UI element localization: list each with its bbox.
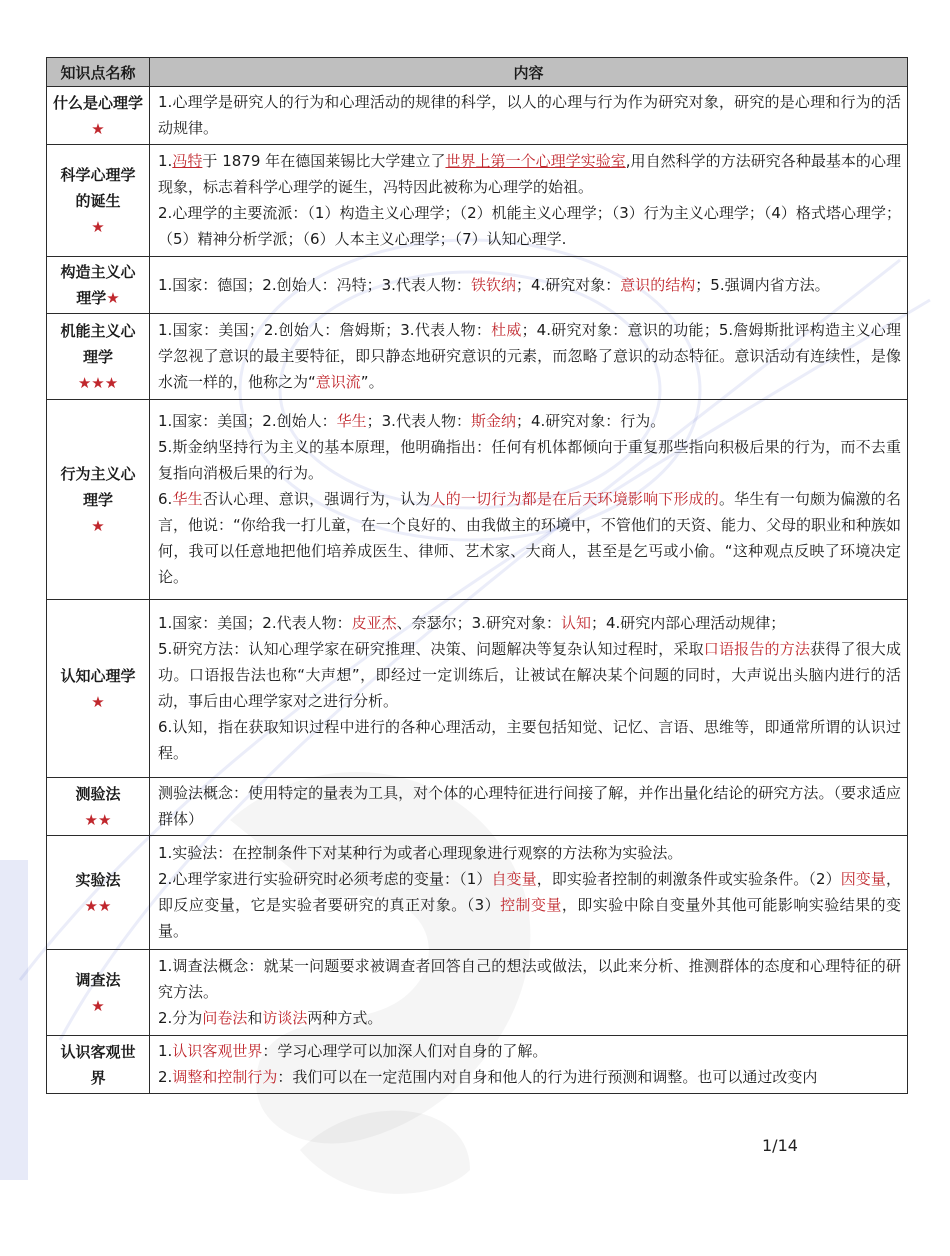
text-run: ：学习心理学可以加深人们对自身的了解。 [262, 1042, 548, 1060]
text-run: 1.国家：美国；2.创始人：詹姆斯；3.代表人物： [158, 321, 492, 339]
content-paragraph [158, 272, 901, 298]
content-cell [150, 836, 908, 950]
highlight-text: 斯金纳 [470, 412, 516, 430]
topic-name: 科学心理学的诞生 [60, 165, 136, 210]
topic-name-cell [47, 950, 150, 1036]
text-run: ；4.研究对象： [515, 275, 621, 294]
content-cell [150, 950, 908, 1036]
table-row [47, 257, 908, 314]
topic-name-cell [47, 836, 150, 950]
highlight-text: 调整和控制行为 [172, 1068, 278, 1086]
text-run: 。华生有一句颇为偏激的名言，他说：“你给我一打儿童，在一个良好的、由我做主的环境中，不管他们的天资、能力、父母的职业和种族如何，我可以任意地把他们培养成医生、律师、艺术家、大商人，甚至是乞丐或小偷。“这种观点反映了环境决定论。 [158, 490, 901, 586]
page-number: 1/14 [762, 1136, 798, 1155]
topic-name: 行为主义心理学 [60, 464, 136, 509]
text-run: 于 1879 年在德国莱锡比大学建立了 [202, 152, 446, 170]
content-paragraph [158, 1038, 901, 1064]
text-run: ；4.研究内部心理活动规律； [590, 614, 786, 632]
highlight-text: 杜威 [491, 321, 522, 339]
highlight-text: 铁钦纳 [470, 275, 516, 294]
text-run: 1. [158, 1042, 173, 1060]
content-paragraph [158, 610, 901, 636]
text-run: ；5.强调内省方法。 [695, 275, 830, 294]
text-run: 获得了很大成功。口语报告法也称“大声想”，即经过一定训练后，让被试在解决某个问题的同时，大声说出头脑内进行的活动，事后由心理学家对之进行分析。 [158, 640, 901, 710]
content-paragraph [158, 636, 901, 714]
text-run: 1.心理学是研究人的行为和心理活动的规律的科学，以人的心理与行为作为研究对象，研究的是心理和行为的活动规律。 [158, 93, 901, 137]
highlight-text: 认识客观世界 [172, 1042, 263, 1060]
topic-name: 测验法 [75, 784, 121, 803]
table-row [47, 1036, 908, 1094]
rating-stars: ★ [106, 289, 120, 307]
content-cell [150, 314, 908, 400]
table-row [47, 836, 908, 950]
content-cell [150, 145, 908, 257]
content-cell [150, 1036, 908, 1094]
topic-name-wrap [54, 259, 142, 311]
text-run: 2.分为 [158, 1009, 203, 1027]
topic-name: 机能主义心理学 [60, 321, 136, 366]
content-paragraph [158, 1064, 901, 1090]
rating-stars: ★ [91, 217, 105, 236]
content-cell [150, 778, 908, 836]
text-run: 1.国家：德国；2.创始人：冯特；3.代表人物： [158, 275, 471, 294]
topic-name-cell [47, 778, 150, 836]
rating-stars: ★ [91, 516, 105, 535]
rating-stars: ★ [91, 996, 105, 1015]
text-run: ”。 [360, 373, 384, 391]
content-paragraph [158, 89, 901, 141]
content-cell [150, 87, 908, 145]
topic-name-cell [47, 600, 150, 778]
highlight-text: 华生 [172, 490, 203, 508]
text-run: 1.国家：美国；2.代表人物： [158, 614, 352, 632]
text-run: ，即实验中除自变量外其他可能影响实验结果的变量。 [158, 896, 901, 940]
text-run: 2.心理学的主要流派：（1）构造主义心理学；（2）机能主义心理学；（3）行为主义心理学；（4）格式塔心理学；（5）精神分析学派；（6）人本主义心理学；（7）认知心理学. [158, 204, 901, 248]
text-run: 6.认知，指在获取知识过程中进行的各种心理活动，主要包括知觉、记忆、言语、思维等，即通常所谓的认识过程。 [158, 718, 901, 762]
topic-name-cell [47, 145, 150, 257]
text-run: 2.心理学家进行实验研究时必须考虑的变量：（1） [158, 870, 492, 888]
rating-stars: ★★ [84, 810, 112, 829]
text-run: 两种方式。 [307, 1009, 383, 1027]
table-row [47, 950, 908, 1036]
content-cell [150, 257, 908, 314]
topic-name-cell [47, 400, 150, 600]
text-run: 6. [158, 490, 173, 508]
text-run: 5.研究方法：认知心理学家在研究推理、决策、问题解决等复杂认知过程时，采取 [158, 640, 704, 658]
content-paragraph [158, 840, 901, 866]
col-header-name: 知识点名称 [47, 58, 150, 87]
text-run: 2. [158, 1068, 173, 1086]
highlight-text: 自变量 [491, 870, 537, 888]
topic-name: 认知心理学 [60, 666, 136, 685]
text-run: 、奈瑟尔；3.研究对象： [396, 614, 561, 632]
highlight-text: 冯特 [172, 152, 203, 170]
highlight-text: 华生 [336, 412, 367, 430]
highlight-text: 问卷法 [202, 1009, 248, 1027]
topic-name: 什么是心理学 [52, 93, 143, 112]
rating-stars: ★★ [84, 896, 112, 915]
text-run: ；4.研究对象：行为。 [515, 412, 666, 430]
col-header-content: 内容 [150, 58, 908, 87]
text-run: ；3.代表人物： [366, 412, 471, 430]
table-row [47, 145, 908, 257]
text-run: ，即实验者控制的刺激条件或实验条件。（2） [536, 870, 841, 888]
topic-name: 实验法 [75, 870, 121, 889]
content-paragraph [158, 408, 901, 434]
text-run: 和 [247, 1009, 263, 1027]
highlight-text: 访谈法 [262, 1009, 308, 1027]
text-run: 1. [158, 152, 173, 170]
text-run: ，即反应变量，它是实验者要研究的真正对象。（3） [158, 870, 901, 914]
text-run: 5.斯金纳坚持行为主义的基本原理，他明确指出：任何有机体都倾向于重复那些指向积极后果的行为，而不去重复指向消极后果的行为。 [158, 438, 901, 482]
text-run: ：我们可以在一定范围内对自身和他人的行为进行预测和调整。也可以通过改变内 [277, 1068, 818, 1086]
highlight-text: 人的一切行为都是在后天环境影响下形成的 [430, 490, 719, 508]
text-run: 1.调查法概念：就某一问题要求被调查者回答自己的想法或做法，以此来分析、推测群体的态度和心理特征的研究方法。 [158, 957, 901, 1001]
rating-stars: ★★★ [77, 373, 119, 392]
highlight-text: 皮亚杰 [351, 614, 397, 632]
table-row [47, 600, 908, 778]
content-paragraph [158, 317, 901, 395]
text-run: 测验法概念：使用特定的量表为工具，对个体的心理特征进行间接了解，并作出量化结论的研究方法。（要求适应群体） [158, 784, 901, 828]
table-row [47, 87, 908, 145]
table-row [47, 400, 908, 600]
highlight-text: 世界上第一个心理学实验室 [445, 152, 626, 170]
content-paragraph [158, 953, 901, 1005]
topic-name-cell [47, 1036, 150, 1094]
table-row [47, 314, 908, 400]
text-run: 否认心理、意识，强调行为，认为 [202, 490, 431, 508]
content-paragraph [158, 486, 901, 590]
content-paragraph [158, 866, 901, 944]
rating-stars: ★ [91, 119, 105, 138]
topic-name: 认识客观世界 [60, 1042, 136, 1087]
knowledge-table [46, 57, 908, 1094]
content-paragraph [158, 714, 901, 766]
table-row [47, 778, 908, 836]
content-paragraph [158, 200, 901, 252]
content-cell [150, 400, 908, 600]
topic-name-cell [47, 257, 150, 314]
content-cell [150, 600, 908, 778]
text-run: ,用自然科学的方法研究各种最基本的心理现象，标志着科学心理学的诞生，冯特因此被称为心理学的始祖。 [158, 152, 901, 196]
highlight-text: 口语报告的方法 [703, 640, 811, 658]
highlight-text: 意识的结构 [620, 275, 696, 294]
content-paragraph [158, 434, 901, 486]
topic-name: 构造主义心理学 [60, 263, 136, 307]
topic-name-cell [47, 87, 150, 145]
highlight-text: 因变量 [840, 870, 886, 888]
table-header-row [47, 58, 908, 87]
rating-stars: ★ [91, 692, 105, 711]
highlight-text: 控制变量 [500, 896, 562, 914]
content-paragraph [158, 780, 901, 832]
text-run: ；4.研究对象：意识的功能；5.詹姆斯批评构造主义心理学忽视了意识的最主要特征，即只静态地研究意识的元素，而忽略了意识的动态特征。意识活动有连续性，是像水流一样的，他称之为“ [158, 321, 901, 391]
highlight-text: 意识流 [315, 373, 361, 391]
topic-name-cell [47, 314, 150, 400]
content-paragraph [158, 1005, 901, 1031]
text-run: 1.国家：美国；2.创始人： [158, 412, 337, 430]
text-run: 1.实验法：在控制条件下对某种行为或者心理现象进行观察的方法称为实验法。 [158, 844, 683, 862]
highlight-text: 认知 [560, 614, 591, 632]
content-paragraph [158, 148, 901, 200]
topic-name: 调查法 [75, 970, 121, 989]
